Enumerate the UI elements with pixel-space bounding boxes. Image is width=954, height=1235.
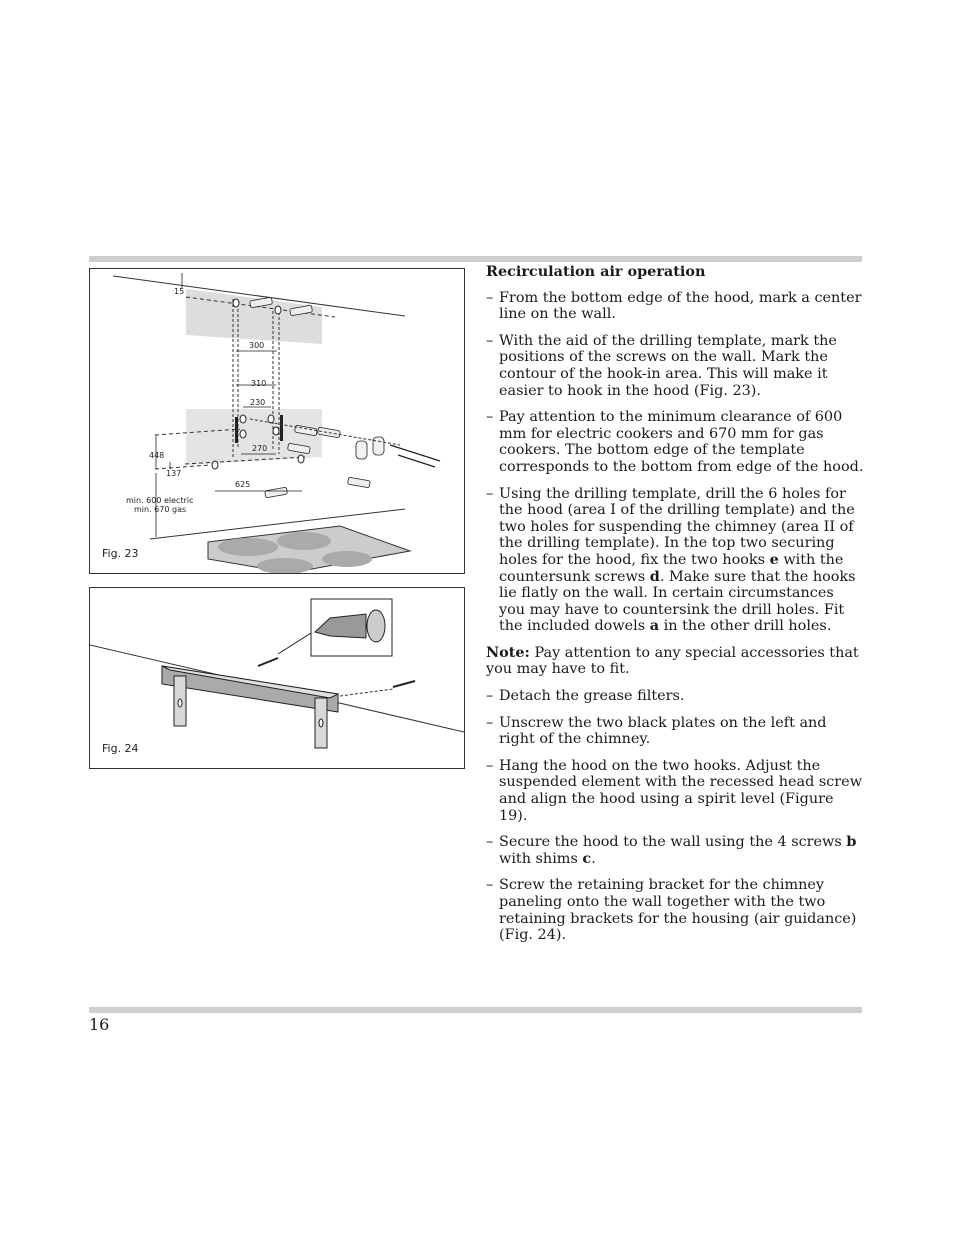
section-title: Recirculation air operation [486, 263, 706, 280]
note-label: Note: [486, 643, 530, 661]
dim-270: 270 [252, 444, 268, 453]
instruction-item: – With the aid of the drilling template, mark the positions of the screws on the wall. Mark the contour of the hook-in area. This will make it easier to hook in the hood (Fig. 23). [486, 332, 837, 399]
instruction-item: – From the bottom edge of the hood, mark a center line on the wall. [486, 289, 862, 323]
instruction-item: – Screw the retaining bracket for the chimney paneling onto the wall together with the two retaining brackets for the housing (air guidance) (Fig. 24). [486, 877, 857, 944]
dim-448: 448 [149, 451, 165, 460]
instruction-item: – Pay attention to the minimum clearance of 600 mm for electric cookers and 670 mm for gas cookers. The bottom edge of the template corresponds to the bottom from edge of the hood. [486, 409, 864, 475]
figure-23-caption: Fig. 23 [102, 547, 139, 560]
figure-24-caption: Fig. 24 [102, 742, 139, 755]
top-rule [89, 256, 862, 262]
figure-24 [89, 587, 465, 769]
bottom-rule [89, 1007, 862, 1013]
min-clearance-electric: min. 600 electric [126, 496, 194, 505]
note-paragraph: Note: Pay attention to any special accessories that you may have to fit. [486, 643, 859, 678]
instructions-column [486, 264, 864, 954]
figure-23 [89, 268, 465, 574]
min-clearance-gas: min. 670 gas [134, 505, 187, 514]
dim-300: 300 [249, 341, 265, 350]
instruction-item: – Hang the hood on the two hooks. Adjust the suspended element with the recessed head screw and align the hood using a spirit level (Figure 19). [486, 757, 863, 824]
dim-230: 230 [250, 398, 266, 407]
dim-310: 310 [251, 379, 267, 388]
page-number: 16 [89, 1015, 110, 1034]
dim-137: 137 [166, 469, 182, 478]
instruction-item: – Unscrew the two black plates on the left and right of the chimney. [486, 714, 827, 748]
drilling-template-illustration [90, 269, 464, 573]
dim-15: 15 [174, 287, 185, 296]
dim-625: 625 [235, 480, 251, 489]
retaining-bracket-illustration [90, 588, 464, 768]
instruction-item: – Using the drilling template, drill the 6 holes for the hood (area I of the drilling template) and the two holes for suspending the chimney (area II of the drilling template). In the top two securing holes for the hood, fix the two hooks e with the countersunk screws d. Make sure that the hooks lie flatly on the wall. In certain circumstances you may have to countersink the drill holes. Fit the included dowels a in the other drill holes. [486, 485, 856, 635]
instruction-item: – Detach the grease filters. [486, 688, 685, 705]
instruction-item: – Secure the hood to the wall using the 4 screws b with shims c. [486, 833, 857, 867]
